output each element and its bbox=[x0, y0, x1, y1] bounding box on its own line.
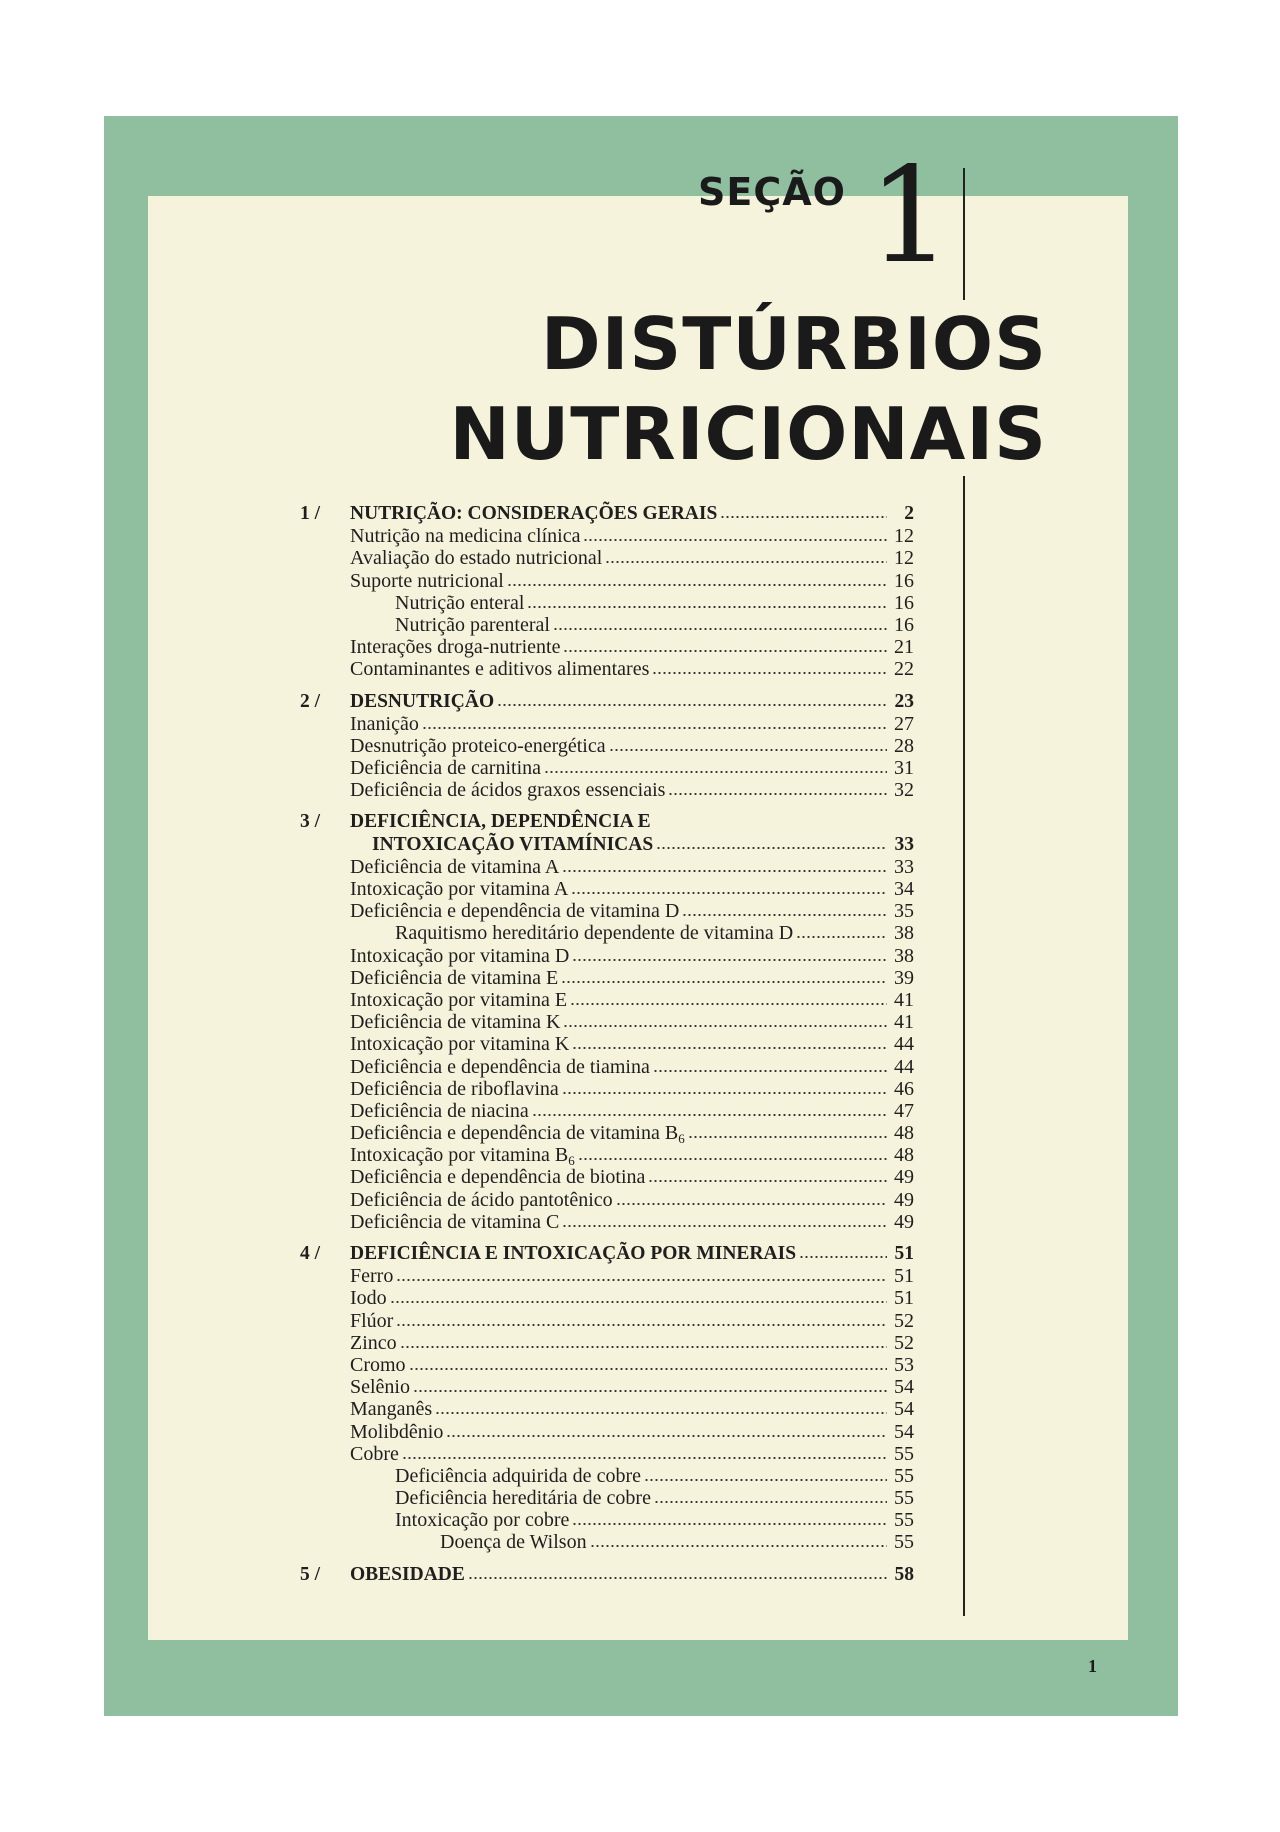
dot-leader bbox=[590, 1534, 887, 1548]
page-title-line2: NUTRICIONAIS bbox=[449, 392, 1047, 476]
dot-leader bbox=[468, 1566, 887, 1580]
toc-entry[interactable]: Ferro 51 bbox=[350, 1265, 914, 1288]
toc-entry[interactable]: Deficiência de carnitina 31 bbox=[350, 757, 914, 780]
toc-subentry[interactable]: Nutrição parenteral 16 bbox=[395, 613, 914, 636]
dot-leader bbox=[400, 1335, 887, 1349]
toc-entry[interactable]: Desnutrição proteico-energética 28 bbox=[350, 734, 914, 757]
chapter-page: 58 bbox=[894, 1563, 914, 1585]
dot-leader bbox=[652, 661, 887, 675]
toc-entry[interactable]: Intoxicação por vitamina $B_6$ 48 bbox=[350, 1144, 914, 1169]
chapter-page: 33 bbox=[894, 833, 914, 855]
dot-leader bbox=[544, 760, 887, 774]
toc-entry[interactable]: Suporte nutricional 16 bbox=[350, 569, 914, 592]
page-number: 1 bbox=[1088, 1656, 1097, 1676]
toc-entry[interactable]: Cobre 55 bbox=[350, 1442, 914, 1465]
dot-leader bbox=[497, 693, 887, 707]
dot-leader bbox=[409, 1357, 887, 1371]
dot-leader bbox=[527, 595, 887, 609]
dot-leader bbox=[422, 716, 887, 730]
toc-entry[interactable]: Selênio 54 bbox=[350, 1376, 914, 1399]
dot-leader bbox=[688, 1125, 887, 1139]
dot-leader bbox=[396, 1268, 887, 1282]
toc-subentry[interactable]: Intoxicação por cobre 55 bbox=[395, 1509, 914, 1532]
chapter-number: 3 / bbox=[300, 811, 321, 833]
toc-subentry[interactable]: Deficiência adquirida de cobre 55 bbox=[395, 1464, 914, 1487]
chapter-number: 2 / bbox=[300, 690, 321, 712]
toc-subentry[interactable]: Deficiência hereditária de cobre 55 bbox=[395, 1487, 914, 1510]
dot-leader bbox=[572, 1036, 887, 1050]
toc-entry[interactable]: Avaliação do estado nutricional 12 bbox=[350, 547, 914, 570]
dot-leader bbox=[572, 1512, 887, 1526]
dot-leader bbox=[413, 1379, 887, 1393]
chapter-title: DESNUTRIÇÃO bbox=[350, 690, 495, 712]
dot-leader bbox=[507, 573, 887, 587]
dot-leader bbox=[609, 738, 887, 752]
dot-leader bbox=[446, 1424, 887, 1438]
dot-leader bbox=[720, 505, 887, 519]
toc-entry[interactable]: Contaminantes e aditivos alimentares 22 bbox=[350, 658, 914, 681]
toc-entry[interactable]: Flúor 52 bbox=[350, 1309, 914, 1332]
toc-chapter-2[interactable] bbox=[300, 691, 914, 713]
dot-leader bbox=[653, 1059, 887, 1073]
toc-subentry[interactable]: Raquitismo hereditário dependente de vitamina D 38 bbox=[395, 922, 914, 945]
dot-leader bbox=[578, 1147, 887, 1161]
toc-entry[interactable]: Deficiência e dependência de vitamina $B_6$ 48 bbox=[350, 1122, 914, 1147]
dot-leader bbox=[654, 1490, 887, 1504]
dot-leader bbox=[571, 881, 887, 895]
dot-leader bbox=[796, 925, 887, 939]
dot-leader bbox=[435, 1401, 887, 1415]
toc-chapter-3-cont[interactable] bbox=[300, 834, 914, 856]
toc-entry[interactable]: Deficiência de niacina 47 bbox=[350, 1099, 914, 1122]
dot-leader bbox=[562, 1214, 887, 1228]
toc-entry[interactable]: Manganês 54 bbox=[350, 1398, 914, 1421]
chapter-number: 5 / bbox=[300, 1563, 321, 1585]
toc-chapter-4[interactable] bbox=[300, 1243, 914, 1265]
chapter-page: 23 bbox=[894, 690, 914, 712]
dot-leader bbox=[553, 617, 887, 631]
dot-leader bbox=[682, 903, 887, 917]
toc-subentry[interactable]: Nutrição enteral 16 bbox=[395, 591, 914, 614]
toc-subsubentry[interactable]: Doença de Wilson 55 bbox=[440, 1531, 914, 1554]
dot-leader bbox=[532, 1103, 887, 1117]
vertical-rule-top bbox=[963, 168, 965, 300]
toc-entry[interactable]: Intoxicação por vitamina D 38 bbox=[350, 944, 914, 967]
dot-leader bbox=[396, 1313, 887, 1327]
toc-entry[interactable]: Interações droga-nutriente 21 bbox=[350, 636, 914, 659]
toc-entry[interactable]: Intoxicação por vitamina K 44 bbox=[350, 1033, 914, 1056]
dot-leader bbox=[644, 1468, 887, 1482]
toc-entry[interactable]: Deficiência de ácidos graxos essenciais 32 bbox=[350, 779, 914, 802]
dot-leader bbox=[563, 639, 887, 653]
vertical-rule-main bbox=[963, 476, 965, 1616]
section-number: 1 bbox=[868, 139, 952, 293]
dot-leader bbox=[562, 1081, 887, 1095]
dot-leader bbox=[668, 782, 887, 796]
toc-entry[interactable]: Nutrição na medicina clínica 12 bbox=[350, 525, 914, 548]
toc-entry[interactable]: Inanição 27 bbox=[350, 712, 914, 735]
chapter-page: 51 bbox=[894, 1243, 914, 1264]
toc-entry[interactable]: Deficiência de ácido pantotênico 49 bbox=[350, 1188, 914, 1211]
toc-entry[interactable]: Deficiência e dependência de biotina 49 bbox=[350, 1166, 914, 1189]
toc-entry[interactable]: Deficiência de vitamina E 39 bbox=[350, 966, 914, 989]
toc-entry[interactable]: Deficiência de riboflavina 46 bbox=[350, 1077, 914, 1100]
toc-entry[interactable]: Deficiência de vitamina K 41 bbox=[350, 1011, 914, 1034]
toc-entry[interactable]: Intoxicação por vitamina A 34 bbox=[350, 878, 914, 900]
toc-entry[interactable]: Iodo 51 bbox=[350, 1287, 914, 1310]
dot-leader bbox=[402, 1446, 887, 1460]
toc-entry[interactable]: Deficiência e dependência de vitamina D 35 bbox=[350, 900, 914, 923]
section-label: SEÇÃO bbox=[698, 170, 846, 214]
chapter-number: 4 / bbox=[300, 1243, 321, 1264]
chapter-title-line1: DEFICIÊNCIA, DEPENDÊNCIA E bbox=[350, 811, 651, 833]
toc-entry[interactable]: Deficiência de vitamina A 33 bbox=[350, 855, 914, 878]
toc-entry[interactable]: Cromo 53 bbox=[350, 1353, 914, 1376]
page-title-line1: DISTÚRBIOS bbox=[540, 302, 1047, 386]
dot-leader bbox=[583, 528, 887, 542]
dot-leader bbox=[616, 1192, 887, 1206]
toc-chapter-1[interactable] bbox=[300, 503, 914, 525]
toc-entry[interactable]: Zinco 52 bbox=[350, 1331, 914, 1354]
dot-leader bbox=[390, 1290, 887, 1304]
toc-chapter-5[interactable] bbox=[300, 1564, 914, 1586]
toc-entry[interactable]: Intoxicação por vitamina E 41 bbox=[350, 988, 914, 1011]
table-of-contents bbox=[300, 503, 914, 1586]
toc-chapter-3[interactable] bbox=[300, 811, 914, 833]
dot-leader bbox=[562, 859, 887, 873]
chapter-page: 2 bbox=[904, 503, 914, 524]
dot-leader bbox=[563, 1014, 887, 1028]
chapter-number: 1 / bbox=[300, 503, 321, 524]
dot-leader bbox=[605, 550, 887, 564]
chapter-title: OBESIDADE bbox=[350, 1563, 465, 1585]
dot-leader bbox=[648, 1169, 887, 1183]
dot-leader bbox=[572, 948, 887, 962]
dot-leader bbox=[570, 992, 887, 1006]
dot-leader bbox=[799, 1245, 887, 1259]
chapter-title-line2: INTOXICAÇÃO VITAMÍNICAS bbox=[372, 833, 654, 855]
toc-entry[interactable]: Deficiência e dependência de tiamina 44 bbox=[350, 1055, 914, 1078]
dot-leader bbox=[656, 836, 887, 850]
chapter-title: DEFICIÊNCIA E INTOXICAÇÃO POR MINERAIS bbox=[350, 1243, 797, 1264]
dot-leader bbox=[561, 970, 887, 984]
toc-entry[interactable]: Molibdênio 54 bbox=[350, 1420, 914, 1443]
toc-entry[interactable]: Deficiência de vitamina C 49 bbox=[350, 1210, 914, 1233]
chapter-title: NUTRIÇÃO: CONSIDERAÇÕES GERAIS bbox=[350, 503, 718, 524]
